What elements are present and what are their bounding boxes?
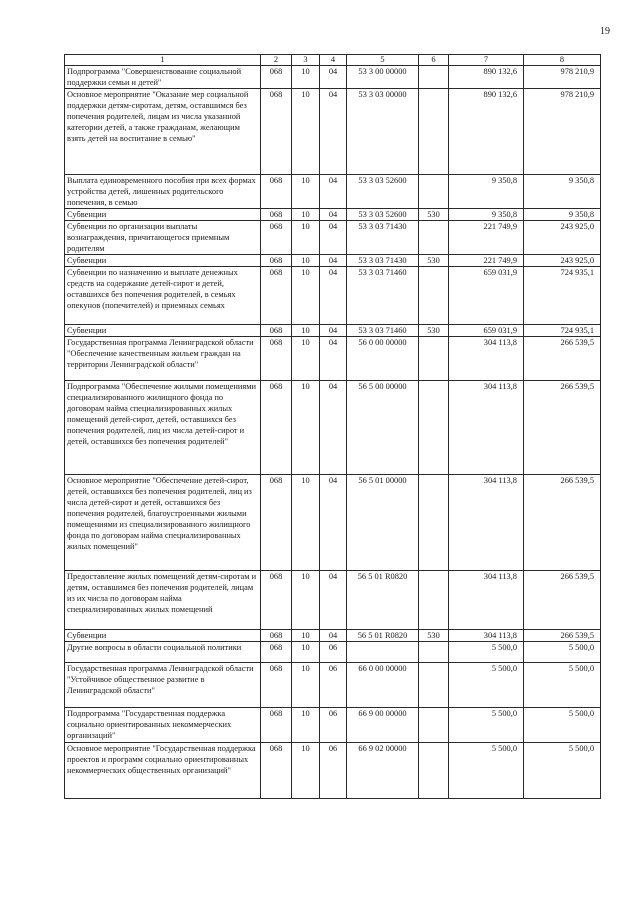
row-name-cell: Предоставление жилых помещений детям-сиротам и детям, оставшимся без попечения родителей, лицам из их числа по договорам найма специализированных жилых помещений — [65, 571, 261, 630]
row-name-cell: Государственная программа Ленинградской области "Обеспечение качественным жильем граждан на территории Ленинградской области" — [65, 337, 261, 381]
row-value-cell: 068 — [261, 475, 292, 571]
row-value-cell: 068 — [261, 337, 292, 381]
row-value-cell: 53 3 03 71460 — [347, 325, 419, 337]
table-row — [65, 209, 601, 221]
row-value-cell: 266 539,5 — [524, 630, 601, 642]
row-value-cell: 068 — [261, 221, 292, 255]
row-value-cell: 10 — [292, 571, 320, 630]
row-name-cell: Субвенции — [65, 209, 261, 221]
row-value-cell: 724 935,1 — [524, 267, 601, 325]
row-value-cell — [419, 221, 449, 255]
row-value-cell: 53 3 03 71460 — [347, 267, 419, 325]
row-value-cell: 56 5 01 R0820 — [347, 571, 419, 630]
row-value-cell: 04 — [320, 325, 347, 337]
table-row — [65, 381, 601, 475]
row-value-cell: 068 — [261, 381, 292, 475]
row-name-cell: Подпрограмма "Совершенствование социальной поддержки семьи и детей" — [65, 66, 261, 89]
row-name-cell: Субвенции — [65, 325, 261, 337]
row-value-cell: 04 — [320, 381, 347, 475]
row-value-cell: 66 9 02 00000 — [347, 743, 419, 799]
row-value-cell: 53 3 03 71430 — [347, 255, 419, 267]
row-value-cell: 66 9 00 00000 — [347, 708, 419, 743]
row-value-cell: 9 350,8 — [449, 175, 524, 209]
row-name-cell: Основное мероприятие "Государственная поддержка проектов и программ социально ориентированных некоммерческих общественных организаций" — [65, 743, 261, 799]
row-value-cell — [419, 642, 449, 663]
row-value-cell: 5 500,0 — [449, 743, 524, 799]
column-header: 6 — [419, 55, 449, 66]
row-value-cell — [419, 337, 449, 381]
table-row — [65, 743, 601, 799]
row-value-cell: 304 113,8 — [449, 381, 524, 475]
row-value-cell: 530 — [419, 255, 449, 267]
row-value-cell — [419, 175, 449, 209]
row-value-cell: 978 210,9 — [524, 66, 601, 89]
column-header: 3 — [292, 55, 320, 66]
table-row — [65, 175, 601, 209]
row-value-cell — [419, 743, 449, 799]
row-value-cell: 5 500,0 — [524, 743, 601, 799]
row-value-cell: 10 — [292, 175, 320, 209]
row-value-cell — [419, 267, 449, 325]
row-value-cell: 10 — [292, 66, 320, 89]
row-value-cell: 266 539,5 — [524, 571, 601, 630]
row-value-cell — [419, 381, 449, 475]
row-value-cell: 10 — [292, 663, 320, 708]
row-value-cell: 06 — [320, 743, 347, 799]
column-header: 5 — [347, 55, 419, 66]
row-value-cell: 53 3 03 00000 — [347, 89, 419, 175]
row-value-cell: 06 — [320, 663, 347, 708]
row-value-cell: 10 — [292, 221, 320, 255]
row-value-cell — [419, 571, 449, 630]
row-value-cell: 068 — [261, 255, 292, 267]
row-value-cell: 068 — [261, 209, 292, 221]
row-value-cell: 890 132,6 — [449, 89, 524, 175]
row-value-cell: 068 — [261, 267, 292, 325]
row-value-cell: 5 500,0 — [524, 708, 601, 743]
table-row — [65, 571, 601, 630]
row-name-cell: Субвенции — [65, 255, 261, 267]
row-value-cell — [419, 89, 449, 175]
row-value-cell: 10 — [292, 209, 320, 221]
row-value-cell: 9 350,8 — [449, 209, 524, 221]
row-value-cell: 06 — [320, 708, 347, 743]
row-value-cell: 04 — [320, 475, 347, 571]
row-value-cell: 068 — [261, 630, 292, 642]
column-header: 1 — [65, 55, 261, 66]
row-value-cell: 10 — [292, 255, 320, 267]
row-value-cell: 5 500,0 — [524, 663, 601, 708]
row-value-cell: 530 — [419, 630, 449, 642]
row-value-cell — [419, 663, 449, 708]
row-value-cell: 56 5 00 00000 — [347, 381, 419, 475]
row-name-cell: Основное мероприятие "Оказание мер социальной поддержки детям-сиротам, детям, оставшимся без попечения родителей, лицам из числа указанной категории детей, а также гражданам, желающим взять детей на воспитание в семью" — [65, 89, 261, 175]
row-value-cell: 56 5 01 R0820 — [347, 630, 419, 642]
row-value-cell: 10 — [292, 267, 320, 325]
row-value-cell: 068 — [261, 642, 292, 663]
row-value-cell: 9 350,8 — [524, 209, 601, 221]
table-row — [65, 663, 601, 708]
row-value-cell: 04 — [320, 209, 347, 221]
row-name-cell: Субвенции по назначению и выплате денежных средств на содержание детей-сирот и детей, оставшихся без попечения родителей, в семьях опекунов (попечителей) и приемных семьях — [65, 267, 261, 325]
row-value-cell: 04 — [320, 337, 347, 381]
column-header: 4 — [320, 55, 347, 66]
row-value-cell: 10 — [292, 381, 320, 475]
row-value-cell: 266 539,5 — [524, 381, 601, 475]
table-row — [65, 630, 601, 642]
row-value-cell: 04 — [320, 66, 347, 89]
row-value-cell: 53 3 03 71430 — [347, 221, 419, 255]
row-value-cell: 10 — [292, 743, 320, 799]
row-value-cell: 10 — [292, 89, 320, 175]
row-name-cell: Другие вопросы в области социальной политики — [65, 642, 261, 663]
row-value-cell: 5 500,0 — [449, 708, 524, 743]
row-value-cell: 890 132,6 — [449, 66, 524, 89]
row-value-cell: 221 749,9 — [449, 255, 524, 267]
row-value-cell: 10 — [292, 325, 320, 337]
row-value-cell: 243 925,0 — [524, 255, 601, 267]
row-value-cell: 04 — [320, 221, 347, 255]
row-value-cell: 068 — [261, 708, 292, 743]
row-value-cell: 530 — [419, 325, 449, 337]
row-value-cell: 530 — [419, 209, 449, 221]
table-row — [65, 66, 601, 89]
row-value-cell: 53 3 00 00000 — [347, 66, 419, 89]
row-value-cell: 068 — [261, 66, 292, 89]
table-row — [65, 221, 601, 255]
row-value-cell: 5 500,0 — [524, 642, 601, 663]
table-row — [65, 267, 601, 325]
row-name-cell: Субвенции — [65, 630, 261, 642]
row-value-cell: 243 925,0 — [524, 221, 601, 255]
row-value-cell — [419, 475, 449, 571]
row-value-cell: 068 — [261, 663, 292, 708]
row-value-cell: 10 — [292, 708, 320, 743]
row-value-cell: 5 500,0 — [449, 642, 524, 663]
row-value-cell: 068 — [261, 743, 292, 799]
column-header: 7 — [449, 55, 524, 66]
row-value-cell: 068 — [261, 175, 292, 209]
row-value-cell: 068 — [261, 571, 292, 630]
table-row — [65, 89, 601, 175]
row-value-cell: 659 031,9 — [449, 267, 524, 325]
row-value-cell: 10 — [292, 642, 320, 663]
row-value-cell: 53 3 03 52600 — [347, 209, 419, 221]
row-name-cell: Подпрограмма "Обеспечение жилыми помещениями специализированного жилищного фонда по договорам найма специализированных жилых помещений детей-сирот, детей, оставшихся без попечения родителей, лиц из числа детей-сирот и детей, оставшихся без попечения родителей" — [65, 381, 261, 475]
row-value-cell: 04 — [320, 630, 347, 642]
row-value-cell: 304 113,8 — [449, 630, 524, 642]
row-name-cell: Выплата единовременного пособия при всех формах устройства детей, лишенных родительского попечения, в семью — [65, 175, 261, 209]
row-value-cell: 04 — [320, 571, 347, 630]
table-row — [65, 708, 601, 743]
row-value-cell: 724 935,1 — [524, 325, 601, 337]
row-value-cell: 266 539,5 — [524, 475, 601, 571]
row-value-cell: 5 500,0 — [449, 663, 524, 708]
row-value-cell — [419, 708, 449, 743]
table-row — [65, 475, 601, 571]
row-value-cell: 04 — [320, 255, 347, 267]
row-value-cell: 659 031,9 — [449, 325, 524, 337]
row-value-cell: 068 — [261, 325, 292, 337]
row-value-cell: 304 113,8 — [449, 571, 524, 630]
row-value-cell: 04 — [320, 175, 347, 209]
budget-table — [64, 54, 601, 799]
row-name-cell: Основное мероприятие "Обеспечение детей-сирот, детей, оставшихся без попечения родителей, лиц из числа детей-сирот и детей, оставшихся без попечения родителей, благоустроенными жилыми помещениями из специализированного жилищного фонда по договорам найма специализированных жилых помещений" — [65, 475, 261, 571]
row-name-cell: Подпрограмма "Государственная поддержка социально ориентированных некоммерческих организаций" — [65, 708, 261, 743]
row-name-cell: Государственная программа Ленинградской области "Устойчивое общественное развитие в Ленинградской области" — [65, 663, 261, 708]
table-row — [65, 642, 601, 663]
row-value-cell: 66 0 00 00000 — [347, 663, 419, 708]
column-header: 2 — [261, 55, 292, 66]
row-value-cell: 56 0 00 00000 — [347, 337, 419, 381]
row-value-cell: 56 5 01 00000 — [347, 475, 419, 571]
row-value-cell: 53 3 03 52600 — [347, 175, 419, 209]
row-value-cell: 978 210,9 — [524, 89, 601, 175]
table-header-row — [65, 55, 601, 66]
row-value-cell: 10 — [292, 337, 320, 381]
row-value-cell: 221 749,9 — [449, 221, 524, 255]
row-name-cell: Субвенции по организации выплаты вознаграждения, причитающегося приемным родителям — [65, 221, 261, 255]
row-value-cell: 304 113,8 — [449, 475, 524, 571]
row-value-cell: 068 — [261, 89, 292, 175]
column-header: 8 — [524, 55, 601, 66]
row-value-cell: 10 — [292, 630, 320, 642]
row-value-cell: 10 — [292, 475, 320, 571]
table-row — [65, 325, 601, 337]
table-row — [65, 255, 601, 267]
row-value-cell — [419, 66, 449, 89]
row-value-cell: 304 113,8 — [449, 337, 524, 381]
row-value-cell: 9 350,8 — [524, 175, 601, 209]
row-value-cell: 04 — [320, 89, 347, 175]
table-row — [65, 337, 601, 381]
row-value-cell: 266 539,5 — [524, 337, 601, 381]
row-value-cell — [347, 642, 419, 663]
row-value-cell: 06 — [320, 642, 347, 663]
row-value-cell: 04 — [320, 267, 347, 325]
page-number: 19 — [600, 26, 610, 37]
